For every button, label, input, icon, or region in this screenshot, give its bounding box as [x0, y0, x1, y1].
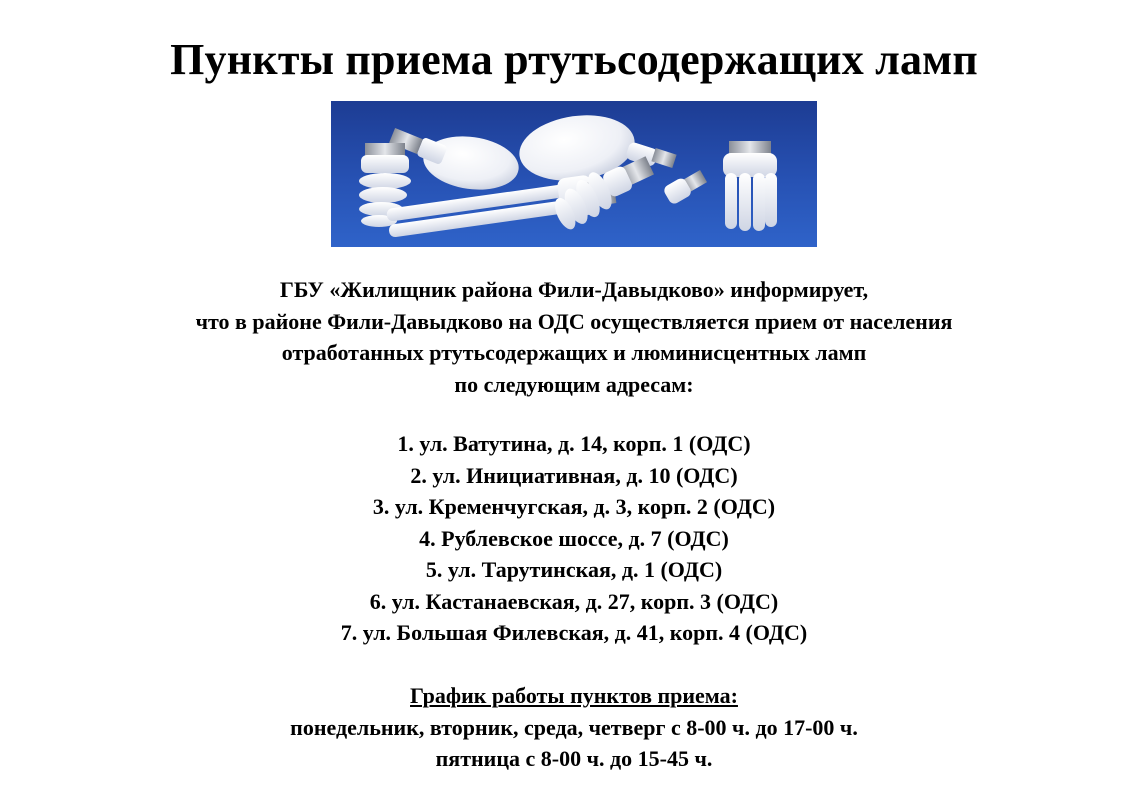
address-item: 2. ул. Инициативная, д. 10 (ОДС)	[410, 462, 738, 488]
intro-text	[0, 274, 1148, 400]
intro-line: ГБУ «Жилищник района Фили-Давыдково» информирует,	[279, 277, 869, 302]
address-item: 1. ул. Ватутина, д. 14, корп. 1 (ОДС)	[397, 431, 751, 456]
address-item: 7. ул. Большая Филевская, д. 41, корп. 4 (ОДС)	[340, 620, 808, 645]
address-item: 4. Рублевское шоссе, д. 7 (ОДС)	[419, 525, 729, 551]
address-item: 5. ул. Тарутинская, д. 1 (ОДС)	[425, 557, 723, 582]
schedule-line: пятница с 8-00 ч. до 15-45 ч.	[435, 746, 713, 771]
address-item: 3. ул. Кременчугская, д. 3, корп. 2 (ОДС)	[372, 494, 776, 519]
lamps-photo	[331, 101, 817, 247]
intro-line: по следующим адресам:	[454, 371, 694, 397]
schedule-heading: График работы пунктов приема:	[410, 683, 738, 708]
address-item: 6. ул. Кастанаевская, д. 27, корп. 3 (ОДС)	[369, 588, 779, 614]
schedule-line: понедельник, вторник, среда, четверг с 8-00 ч. до 17-00 ч.	[290, 714, 858, 740]
page-title: Пункты приема ртутьсодержащих ламп	[170, 35, 978, 84]
intro-line: отработанных ртутьсодержащих и люминисцентных ламп	[281, 340, 867, 365]
intro-line: что в районе Фили-Давыдково на ОДС осуществляется прием от населения	[195, 308, 953, 334]
address-list	[0, 428, 1148, 649]
schedule-section	[0, 680, 1148, 775]
